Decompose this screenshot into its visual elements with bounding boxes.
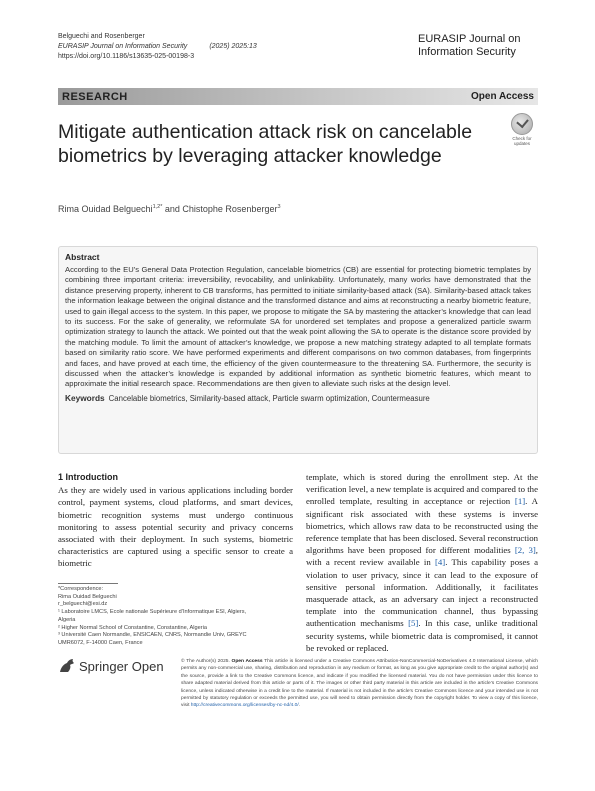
abstract-heading: Abstract: [65, 252, 100, 262]
springer-horse-icon: [58, 658, 76, 674]
keywords-label: Keywords: [65, 392, 105, 403]
intro-text-b: . A significant risk associated with these systems is inverse biometrics, which allows raw data to be reconstructed using the reference template that has been disclosed. Several reconstruction algorithms have been proposed for different modalities: [306, 496, 538, 556]
author-1-affil: 1,2*: [152, 204, 163, 210]
citation-4[interactable]: [4]: [434, 557, 446, 568]
intro-text-c: , with a recent review available in: [306, 545, 538, 568]
citation-5[interactable]: [5]: [408, 618, 419, 629]
article-title: Mitigate authentication attack risk on cancelable biometrics by leveraging attacker knowledge: [58, 121, 473, 167]
journal-name: EURASIP Journal on Information Security: [418, 33, 521, 58]
license-statement: [181, 658, 538, 710]
author-separator: and: [162, 204, 183, 214]
body-column-right: [306, 471, 538, 654]
affiliation-3: ³ Université Caen Normandie, ENSICAEN, CNRS, Normandie Univ, GREYC UMR6072, F-14000 Caen, France: [58, 632, 247, 646]
abstract-text: According to the EU’s General Data Protection Regulation, cancelable biometrics (CB) are essential for protecting biometric templates by combining three important criteria: irreversibility, revocability, and unlinkability. Unfortunately, many works have demonstrated that the distance preserving property, inherent to CB transforms, has permitted to initiate similarity-based attack (SA). Similarity-based attack takes the information leakage between the original distance and the transformed distance and aims at reconstructing a nearby biometric feature, used to gain illegal access to the system. In this paper, we propose to mitigate the SA by mastering the attacker’s knowledge that can lead to its success. For the sake of generality, we reformulate SA for unordered set templates and propose a generalized particle swarm optimization strategy to launch the attack. We pointed out that the weak point allowing the SA to operate is the distance score provided by the matching module. To limit the amount of attacker’s knowledge, we propose a new matching strategy adapted to all template formats based on similarity ratio score. We have performed experiments and different comparisons on two common databases, from fingerprints and faces, and have proved at each time, the efficiency of the given countermeasure to the threatening SA. Furthermore, the security is discussed when the attacker’s knowledge is expanded by additional information as synthetic biometric features, which meant to approximate the initial research space. Recommendations are then given to alleviate such risks at the design level.: [65, 265, 531, 389]
header-journal: EURASIP Journal on Information Security: [58, 43, 188, 50]
author-2[interactable]: Chistophe Rosenberger: [182, 204, 278, 214]
license-end: .: [298, 703, 301, 709]
license-oa-label: Open Access: [231, 659, 263, 664]
keywords: [65, 393, 531, 403]
abstract-box: [58, 246, 538, 454]
intro-text-e: . In this case, unlike traditional security systems, while biometric data is compromised, it cannot be revoked or replaced.: [306, 618, 538, 653]
footnote-divider: [58, 583, 118, 584]
author-1[interactable]: Rima Ouidad Belguechi: [58, 204, 153, 214]
corr-email-link[interactable]: r_belguechi@esi.dz: [58, 601, 108, 608]
publisher-name-open: Open: [128, 658, 164, 674]
header-year: (2025) 2025:13: [209, 43, 257, 50]
header-authors: Belguechi and Rosenberger: [58, 33, 145, 40]
correspondence-block: [58, 586, 258, 648]
license-text: This article is licensed under a Creative Commons Attribution-NonCommercial-NoDerivatives 4.0 International License, which permits any non-commercial use, sharing, distribution and reproduction in any medium or format, as long as you give appropriate credit to the original author(s) and the source, provide a link to the Creative Commons licence, and indicate if you modified the licensed material. You do not have permission under this licence to share adapted material derived from this article or parts of it. The images or other third party material in this article are included in the article’s Creative Commons licence, unless indicated otherwise in a credit line to the material. If material is not included in the article’s Creative Commons licence and your intended use is not permitted by statutory regulation or exceeds the permitted use, you will need to obtain permission directly from the copyright holder. To view a copy of this licence, visit: [181, 659, 538, 709]
citation-2-3[interactable]: [2, 3]: [514, 545, 536, 556]
publisher-name-springer: Springer: [79, 658, 129, 674]
author-list: [58, 204, 281, 214]
intro-text-a: template, which is stored during the enrollment step. At the verification level, a new template is acquired and compared to the enrolled template, resulting in acceptance or rejection: [306, 472, 538, 507]
running-header: [58, 32, 257, 62]
section-heading-introduction: 1 Introduction: [58, 472, 118, 482]
badge-label-1: Check for: [512, 136, 532, 141]
corr-name: Rima Ouidad Belguechi: [58, 593, 117, 600]
springer-open-logo[interactable]: [58, 658, 164, 674]
corr-label: *Correspondence:: [58, 586, 104, 592]
header-doi-link[interactable]: https://doi.org/10.1186/s13635-025-00198-3: [58, 53, 195, 60]
badge-label-2: updates: [513, 141, 530, 146]
author-2-affil: 3: [277, 204, 281, 210]
open-access-label: Open Access: [471, 91, 534, 102]
body-column-left: [58, 471, 293, 570]
license-copyright: © The Author(s) 2025.: [181, 659, 232, 664]
license-url-link[interactable]: http://creativecommons.org/licenses/by-nc-nd/4.0/: [190, 703, 299, 709]
section-banner: [58, 88, 538, 105]
section-label: RESEARCH: [62, 90, 128, 103]
keywords-list: Cancelable biometrics, Similarity-based attack, Particle swarm optimization, Countermeasure: [108, 393, 430, 403]
affiliation-1: ¹ Laboratoire LMCS, Ecole nationale Supérieure d’Informatique ESI, Algiers, Algeria: [58, 609, 247, 623]
intro-text-d: . This capability poses a violation to user privacy, since it can lead to the exposure of sensitive personal information. Additionally, it facilitates masquerade attack, as an adversary can inject a reconstructed template into the communication channel, thus bypassing authentication mechanisms: [306, 557, 538, 629]
citation-1[interactable]: [1]: [514, 496, 526, 507]
affiliation-2: ² Higher Normal School of Constantine, Constantine, Algeria: [58, 624, 207, 631]
intro-paragraph-left: As they are widely used in various applications including border control, payment systems, cloud platforms, and smart devices, biometric recognition systems must undergo continuous monitoring to assess potential security and privacy concerns associated with their deployment. In such systems, biometric characteristics are captured using a specific sensor to create a biometric: [58, 485, 293, 569]
